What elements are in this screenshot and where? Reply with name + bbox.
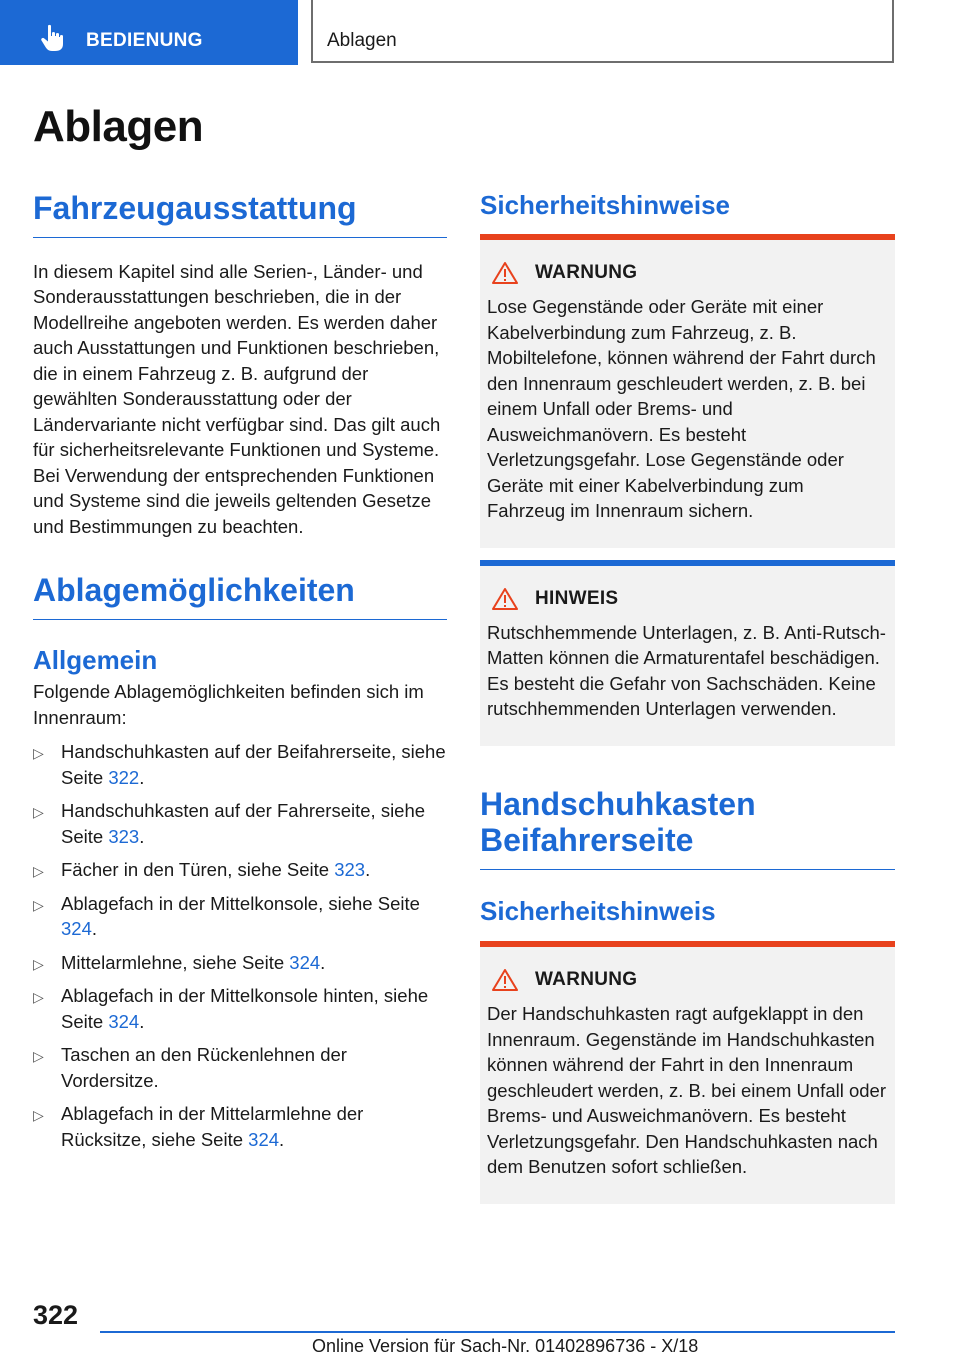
left-column: [33, 190, 447, 1160]
list-item: ▷ Ablagefach in der Mittelkonsole hinten, siehe Seite 324.: [33, 985, 429, 1032]
list-item: ▷ Ablagefach in der Mittelarmlehne der Rücksitze, siehe Seite 324.: [33, 1103, 364, 1150]
right-column: [480, 190, 895, 1204]
warning-label: WARNUNG: [535, 262, 638, 284]
heading-fahrzeugausstattung: Fahrzeugausstattung: [33, 190, 447, 238]
heading-sicherheitshinweis: Sicherheitshinweis: [480, 896, 716, 927]
warning-triangle-icon: [491, 968, 519, 992]
list-item: ▷ Taschen an den Rückenlehnen der Vordersitze.: [33, 1044, 347, 1091]
section-tab[interactable]: [0, 0, 298, 65]
footer-version: Online Version für Sach-Nr. 01402896736 - X/18: [312, 1336, 699, 1356]
heading-line-1: Handschuhkasten: [480, 785, 756, 822]
chapter-header: [311, 0, 894, 63]
hint-box: [480, 560, 895, 746]
page-title: Ablagen: [33, 102, 204, 151]
heading-line-2: Beifahrerseite: [480, 822, 694, 859]
page-link[interactable]: 323: [334, 859, 366, 881]
warning-box-glovebox: [480, 941, 895, 1204]
page-link[interactable]: 322: [108, 766, 140, 788]
warning-text: Der Handschuhkasten ragt aufgeklappt in den Innenraum. Gegenstände im Handschuhkasten können während der Fahrt in den Innenraum geschleudert werden, z. B. bei einem Unfall oder Brems- und Ausweichmanövern. Es besteht Verletzungsgefahr. Den Handschuhkasten nach dem Benutzen sofort schließen.: [487, 1003, 886, 1178]
bullet-triangle-icon: ▷: [33, 745, 44, 762]
bullet-triangle-icon: ▷: [33, 1107, 44, 1124]
storage-intro: Folgende Ablagemöglichkeiten befinden sich im Innenraum:: [33, 681, 424, 728]
warning-label: WARNUNG: [535, 969, 638, 991]
list-item: ▷ Handschuhkasten auf der Beifahrerseite, siehe Seite 322.: [33, 741, 446, 788]
bullet-triangle-icon: ▷: [33, 955, 44, 972]
list-item: ▷ Fächer in den Türen, siehe Seite 323.: [33, 857, 447, 883]
bullet-triangle-icon: ▷: [33, 1048, 44, 1065]
list-item: ▷ Ablagefach in der Mittelkonsole, siehe Seite 324.: [33, 892, 420, 940]
intro-paragraph: In diesem Kapitel sind alle Serien-, Länder- und Sonderausstattungen beschrieben, die in der Modellreihe angeboten werden. Es werden daher auch Ausstattungen und Funktionen beschrieben, die in einem Fahrzeug z. B. aufgrund der gewählten Sonderausstattung oder der Ländervariante nicht verfügbar sind. Das gilt auch für sicherheitsrelevante Funktionen und Systeme. Bei Verwendung der entsprechenden Funktionen und Systeme sind die jeweils geltenden Gesetze und Bestimmungen zu beachten.: [33, 260, 441, 537]
warning-triangle-icon: [491, 261, 519, 285]
hint-triangle-icon: [491, 587, 519, 611]
list-item: ▷ Handschuhkasten auf der Fahrerseite, siehe Seite 323.: [33, 800, 426, 847]
bullet-triangle-icon: ▷: [33, 863, 44, 880]
bullet-triangle-icon: ▷: [33, 896, 44, 913]
list-item: ▷ Mittelarmlehne, siehe Seite 324.: [33, 950, 447, 976]
warning-box: [480, 234, 895, 548]
footer-divider: [100, 1331, 895, 1333]
hand-pointer-icon: [40, 24, 66, 52]
page-link[interactable]: 324: [108, 1010, 140, 1032]
page-link[interactable]: 323: [108, 825, 140, 847]
storage-list: [33, 739, 447, 1152]
page-link[interactable]: 324: [289, 951, 321, 973]
warning-text: Lose Gegenstände oder Geräte mit einer Kabelverbindung zum Fahrzeug, z. B. Mobiltelefone, können während der Fahrt durch den Innenraum geschleudert werden, z. B. bei einem Unfall oder Brems- und Ausweichmanövern. Es besteht Verletzungsgefahr. Lose Gegenstände oder Geräte mit einer Kabelverbindung zum Fahrzeug im Innenraum sichern.: [487, 296, 876, 522]
bullet-triangle-icon: ▷: [33, 804, 44, 821]
heading-handschuhkasten: [480, 786, 895, 871]
page-link[interactable]: 324: [61, 918, 92, 940]
heading-ablagemoeglichkeiten: Ablagemöglichkeiten: [33, 572, 447, 620]
page-link[interactable]: 324: [248, 1128, 280, 1150]
page-number: 322: [33, 1300, 79, 1330]
hint-label: HINWEIS: [535, 587, 619, 609]
chapter-title: Ablagen: [327, 30, 397, 51]
heading-sicherheitshinweise: Sicherheitshinweise: [480, 190, 730, 220]
heading-allgemein: Allgemein: [33, 645, 158, 676]
section-label: BEDIENUNG: [86, 30, 203, 51]
bullet-triangle-icon: ▷: [33, 989, 44, 1006]
hint-text: Rutschhemmende Unterlagen, z. B. Anti-Rutsch-Matten können die Armaturentafel beschädigen. Es besteht die Gefahr von Sachschäden. Keine rutschhemmenden Unterlagen verwenden.: [487, 621, 886, 720]
